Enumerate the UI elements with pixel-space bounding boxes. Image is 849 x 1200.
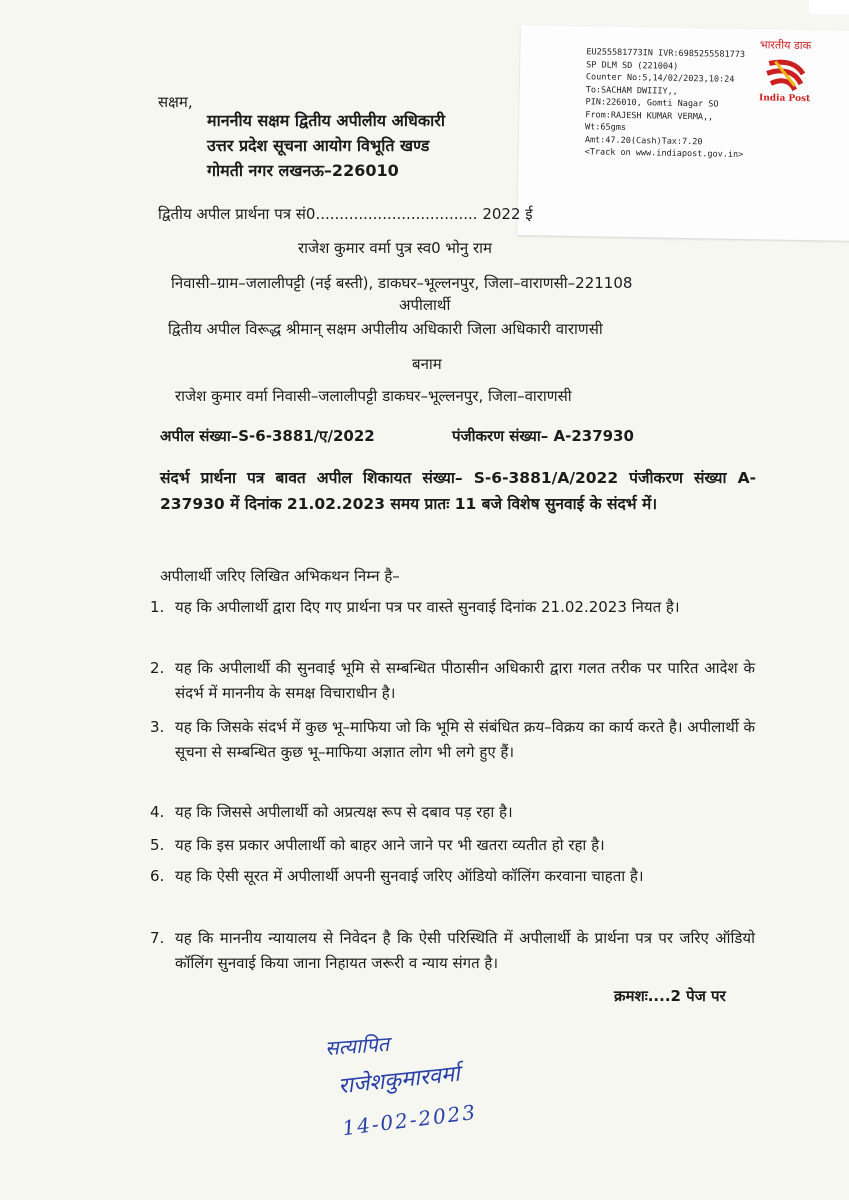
receipt-line: <Track on www.indiapost.gov.in> [584, 147, 744, 160]
list-item-text: यह कि अपीलार्थी द्वारा दिए गए प्रार्थना पत्र पर वास्ते सुनवाई दिनांक 21.02.2023 नियत है। [175, 598, 680, 616]
list-item-text: यह कि माननीय न्यायालय से निवेदन है कि ऐसी परिस्थिति में अपीलार्थी के प्रार्थना पत्र पर जरिए ऑडियो कॉलिंग सुनवाई किया जाना निहायत जरूरी व न्याय संगत है। [175, 929, 755, 972]
addressee-line-1: माननीय सक्षम द्वितीय अपीलीय अधिकारी [207, 111, 445, 130]
signature-attested: सत्यापित [324, 1031, 390, 1061]
receipt-line: Amt:47.20(Cash)Tax:7.20 [584, 134, 703, 147]
list-item [150, 926, 755, 978]
list-item-text: यह कि अपीलार्थी की सुनवाई भूमि से सम्बन्धित पीठासीन अधिकारी द्वारा गलत तरीक पर पारित आदेश के संदर्भ में माननीय के समक्ष विचाराधीन है। [175, 659, 755, 702]
registration-number: पंजीकरण संख्या– A-237930 [452, 427, 634, 445]
list-item [150, 864, 755, 916]
receipt-line: To:SACHAM DWIIIY,, [585, 84, 678, 97]
appellant-label: अपीलार्थी [399, 296, 451, 314]
reference-paragraph: संदर्भ प्रार्थना पत्र बावत अपील शिकायत संख्या– S-6-3881/A/2022 पंजीकरण संख्या A-237930 में दिनांक 21.02.2023 समय प्रातः 11 बजे विशेष सुनवाई के संदर्भ में। [160, 469, 756, 513]
list-item-number: 5. [150, 836, 165, 854]
postal-receipt [517, 25, 849, 241]
logo-english-text: India Post [758, 93, 811, 105]
continued-note: क्रमशः....2 पेज पर [614, 987, 726, 1005]
appeal-number-line: द्वितीय अपील प्रार्थना पत्र सं0.................................. 2022 ई [158, 205, 533, 223]
receipt-line: PIN:226010, Gomti Nagar SO [585, 97, 719, 110]
list-item-number: 2. [150, 659, 165, 677]
receipt-line: Wt:65gms [584, 122, 627, 133]
list-item-number: 7. [150, 929, 165, 947]
appellant-address: निवासी–ग्राम–जलालीपट्टी (नई बस्ती), डाकघर–भूल्लनपुर, जिला–वाराणसी–221108 [171, 274, 633, 292]
signature-name: राजेशकुमारवर्मा [337, 1061, 461, 1100]
list-item [150, 656, 755, 708]
banam-label: बनाम [412, 355, 442, 373]
signature-date: 14-02-2023 [341, 1099, 479, 1141]
receipt-line: Counter No:5,14/02/2023,10:24 [585, 72, 735, 85]
list-item-number: 6. [150, 867, 165, 885]
page-corner [809, 0, 849, 14]
receipt-line: From:RAJESH KUMAR VERMA,, [585, 109, 714, 122]
list-item [150, 715, 755, 793]
list-item-text: यह कि जिससे अपीलार्थी को अप्रत्यक्ष रूप से दबाव पड़ रहा है। [175, 803, 513, 821]
list-item-number: 4. [150, 803, 165, 821]
list-item [150, 800, 755, 826]
receipt-line: SP DLM SD (221004) [586, 59, 679, 72]
appellant-name: राजेश कुमार वर्मा पुत्र स्व0 भोनु राम [298, 239, 492, 257]
addressee-line-2: उत्तर प्रदेश सूचना आयोग विभूति खण्ड [207, 136, 430, 155]
india-post-logo [744, 33, 825, 114]
respondent-line: राजेश कुमार वर्मा निवासी–जलालीपट्टी डाकघर–भूल्लनपुर, जिला–वाराणसी [175, 387, 572, 405]
salutation: सक्षम, [158, 93, 193, 111]
appeal-number: अपील संख्या–S-6-3881/ए/2022 [160, 427, 375, 445]
intro-line: अपीलार्थी जरिए लिखित अभिकथन निम्न है– [160, 567, 400, 585]
addressee-line-3: गोमती नगर लखनऊ–226010 [207, 161, 399, 180]
logo-hindi-text: भारतीय डाक [759, 38, 812, 53]
list-item-number: 3. [150, 718, 165, 736]
versus-line: द्वितीय अपील विरूद्ध श्रीमान् सक्षम अपीलीय अधिकारी जिला अधिकारी वाराणसी [168, 320, 603, 338]
list-item-text: यह कि इस प्रकार अपीलार्थी को बाहर आने जाने पर भी खतरा व्यतीत हो रहा है। [175, 836, 605, 854]
receipt-line: EU255581773IN IVR:6985255581773 [586, 47, 746, 61]
list-item [150, 833, 755, 859]
list-item-number: 1. [150, 598, 165, 616]
list-item-text: यह कि जिसके संदर्भ में कुछ भू–माफिया जो कि भूमि से संबंधित क्रय–विक्रय का कार्य करते है। अपीलार्थी के सूचना से सम्बन्धित कुछ भू–माफिया अज्ञात लोग भी लगे हुए हैं। [175, 718, 755, 761]
list-item-text: यह कि ऐसी सूरत में अपीलार्थी अपनी सुनवाई जरिए ऑडियो कॉलिंग करवाना चाहता है। [175, 867, 644, 885]
list-item [150, 595, 755, 647]
